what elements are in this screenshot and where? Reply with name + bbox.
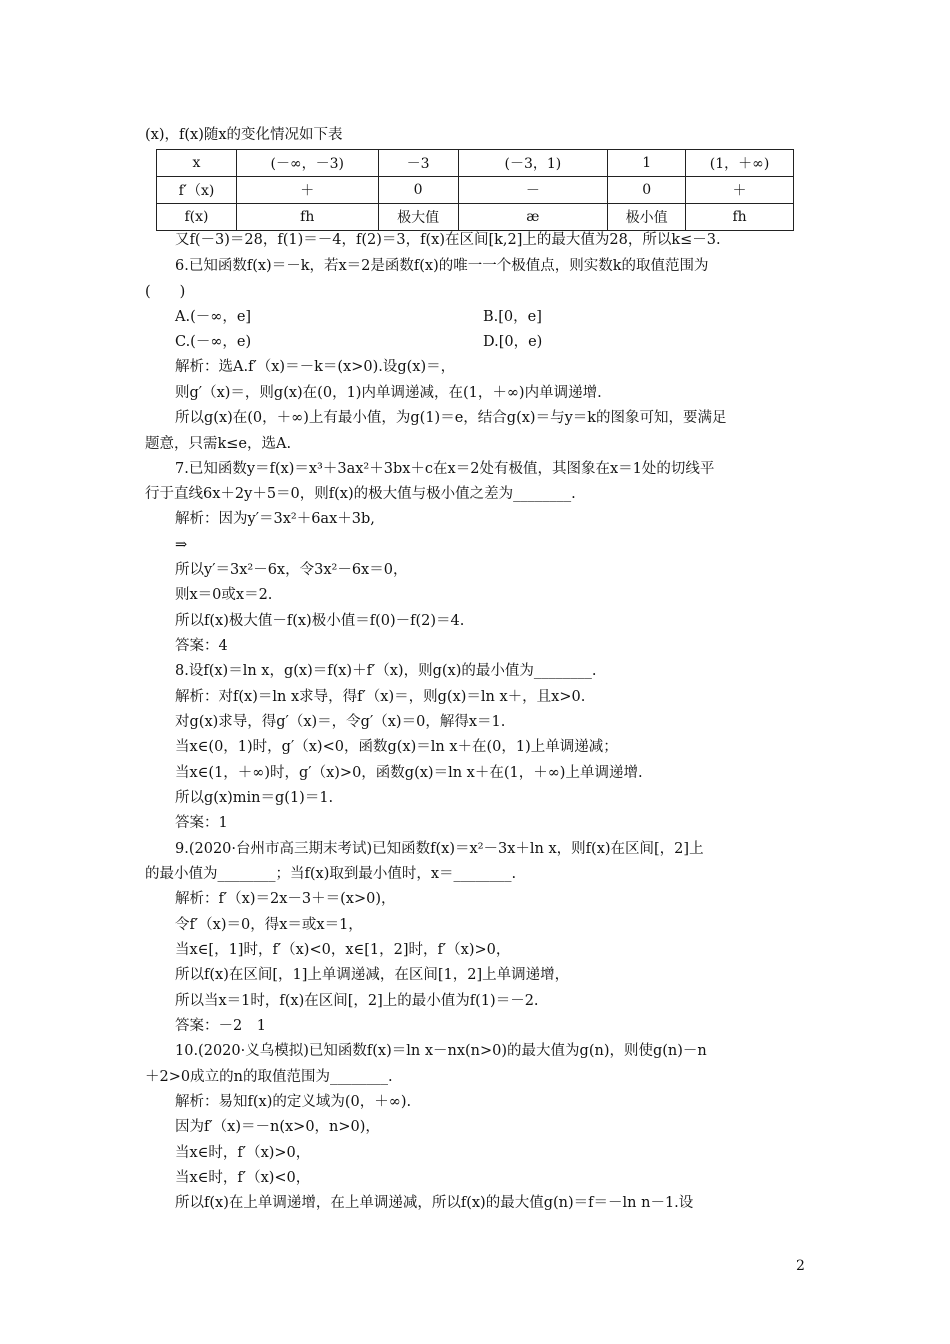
text-line: 解析：f′（x)＝2x－3＋＝(x>0)， <box>175 891 396 907</box>
text-line: 行于直线6x＋2y＋5＝0，则f(x)的极大值与极小值之差为________. <box>145 486 576 502</box>
table-row <box>157 177 794 204</box>
text-line: 令f′（x)＝0，得x＝或x＝1， <box>175 917 363 933</box>
table-row <box>157 150 794 177</box>
table-cell: 极大值 <box>378 204 458 231</box>
table-cell: x <box>157 150 237 177</box>
text-line: ( ) <box>145 284 186 300</box>
text-line: 解析：对f(x)＝ln x求导，得f′（x)＝，则g(x)＝ln x＋，且x>0. <box>175 689 586 705</box>
text-line: 又f(－3)＝28，f(1)＝－4，f(2)＝3，f(x)在区间[k,2]上的最大值为28，所以k≤－3. <box>175 232 721 248</box>
table-cell: æ <box>458 204 608 231</box>
table-cell: (1，＋∞) <box>686 150 794 177</box>
text-line: 所以f(x)极大值－f(x)极小值＝f(0)－f(2)＝4. <box>175 613 465 629</box>
problem-9-line: 9.(2020·台州市高三期末考试)已知函数f(x)＝x²－3x＋ln x，则f(x)在区间[，2]上 <box>175 841 704 857</box>
text-line: 的最小值为________；当f(x)取到最小值时，x＝________. <box>145 866 517 882</box>
table-cell: ＋ <box>686 177 794 204</box>
table-cell: 0 <box>608 177 686 204</box>
text-line: 所以当x＝1时，f(x)在区间[，2]上的最小值为f(1)＝－2. <box>175 993 539 1009</box>
table-row <box>157 204 794 231</box>
table-cell: － <box>458 177 608 204</box>
answer-line: 答案：1 <box>175 815 228 831</box>
text-line: 因为f′（x)＝－n(x>0，n>0)， <box>175 1119 380 1135</box>
text-line: 当x∈(0，1)时，g′（x)<0，函数g(x)＝ln x＋在(0，1)上单调递减； <box>175 739 618 755</box>
text-line: 当x∈时，f′（x)>0， <box>175 1145 311 1161</box>
option-a: A.(－∞，e] <box>175 309 252 325</box>
option-b: B.[0，e] <box>483 309 542 325</box>
text-line: 当x∈(1，＋∞)时，g′（x)>0，函数g(x)＝ln x＋在(1，＋∞)上单调递增. <box>175 765 643 781</box>
text-line: ⇒ <box>175 537 188 553</box>
text-line: 则g′（x)＝，则g(x)在(0，1)内单调递减，在(1，＋∞)内单调递增. <box>175 385 602 401</box>
text-line: 所以g(x)在(0，＋∞)上有最小值，为g(1)＝e，结合g(x)＝与y＝k的图象可知，要满足 <box>175 410 727 426</box>
table-cell: ＋ <box>236 177 378 204</box>
text-line: 当x∈时，f′（x)<0， <box>175 1170 311 1186</box>
intro-line: (x)，f(x)随x的变化情况如下表 <box>145 127 343 143</box>
problem-6-line: 6.已知函数f(x)＝－k，若x＝2是函数f(x)的唯一一个极值点，则实数k的取值范围为 <box>175 258 709 274</box>
text-line: 则x＝0或x＝2. <box>175 587 273 603</box>
table-cell: fh <box>236 204 378 231</box>
text-line: 题意，只需k≤e，选A. <box>145 436 292 452</box>
table-cell: (－∞，－3) <box>236 150 378 177</box>
problem-10-line: 10.(2020·义乌模拟)已知函数f(x)＝ln x－nx(n>0)的最大值为g(n)，则使g(n)－n <box>175 1043 707 1059</box>
text-line: 所以g(x)min＝g(1)＝1. <box>175 790 334 806</box>
text-line: 所以y′＝3x²－6x，令3x²－6x＝0， <box>175 562 408 578</box>
table-cell: 1 <box>608 150 686 177</box>
table-cell: 0 <box>378 177 458 204</box>
text-line: 解析：易知f(x)的定义域为(0，＋∞). <box>175 1094 412 1110</box>
problem-8-line: 8.设f(x)＝ln x，g(x)＝f(x)＋f′（x)，则g(x)的最小值为________. <box>175 663 597 679</box>
text-line: 所以f(x)在上单调递增，在上单调递减，所以f(x)的最大值g(n)＝f＝－ln n－1.设 <box>175 1195 694 1211</box>
page-number: 2 <box>796 1258 805 1274</box>
text-line: 对g(x)求导，得g′（x)＝，令g′（x)＝0，解得x＝1. <box>175 714 506 730</box>
option-d: D.[0，e) <box>483 334 543 350</box>
variation-table <box>156 149 794 231</box>
table-cell: 极小值 <box>608 204 686 231</box>
table-cell: fh <box>686 204 794 231</box>
table-cell: f′（x) <box>157 177 237 204</box>
text-line: 解析：选A.f′（x)＝－k＝(x>0).设g(x)＝， <box>175 359 456 375</box>
text-line: 当x∈[，1]时，f′（x)<0，x∈[1，2]时，f′（x)>0， <box>175 942 511 958</box>
option-c: C.(－∞，e) <box>175 334 252 350</box>
table-cell: f(x) <box>157 204 237 231</box>
text-line: ＋2>0成立的n的取值范围为________. <box>145 1069 393 1085</box>
answer-line: 答案：－2 1 <box>175 1018 266 1034</box>
text-line: 所以f(x)在区间[，1]上单调递减，在区间[1，2]上单调递增， <box>175 967 570 983</box>
table-cell: －3 <box>378 150 458 177</box>
table-cell: (－3，1) <box>458 150 608 177</box>
text-line: 解析：因为y′＝3x²＋6ax＋3b, <box>175 511 375 527</box>
problem-7-line: 7.已知函数y＝f(x)＝x³＋3ax²＋3bx＋c在x＝2处有极值，其图象在x＝1处的切线平 <box>175 461 715 477</box>
answer-line: 答案：4 <box>175 638 228 654</box>
